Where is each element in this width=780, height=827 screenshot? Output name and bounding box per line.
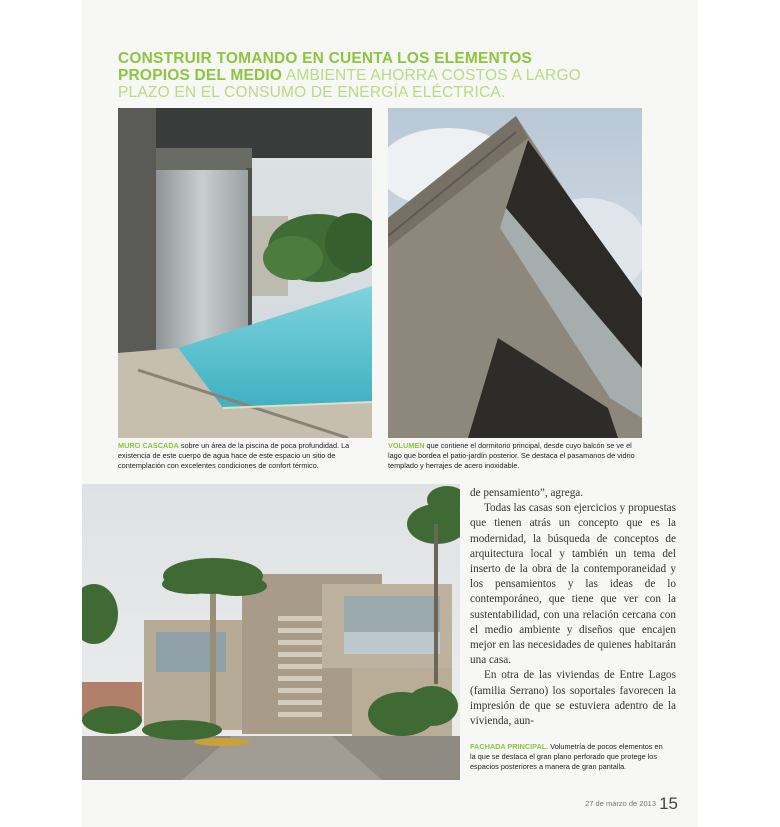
article-paragraph: En otra de las viviendas de Entre Lagos (familia Serrano) los soportales favorecen la impresión de que se estuviera adentro de la vivienda, aun- xyxy=(470,669,676,728)
headline-lead: CONSTRUIR TOMANDO EN CUENTA LOS ELEMENTOS PROPIOS DEL MEDIO xyxy=(118,50,533,84)
pool-caption-text: sobre un área de la piscina de poca profundidad. La existencia de este cuerpo de agua hace de este espacio un sitio de contemplación con excelentes condiciones de confort térmico. xyxy=(118,441,350,470)
volume-caption xyxy=(388,441,642,471)
volume-caption-text: que contiene el dormitorio principal, desde cuyo balcón se ve el lago que bordea el patio-jardín posterior. Se destaca el pasamanos de vidrio templado y herrajes de acero inoxidable. xyxy=(388,441,635,470)
page-number: 15 xyxy=(659,794,678,813)
facade-caption xyxy=(470,742,670,772)
volume-balcony-photo xyxy=(388,108,642,438)
article-paragraph: Todas las casas son ejercicios y propuestas que tienen atrás un concepto que es la modernidad, la búsqueda de conceptos de arquitectura local y también un tema del inserto de la obra de la contemporaneidad y los pensamientos y las ideas de lo contemporáneo, que tiene que ver con la sustentabilidad, con una relación cercana con el medio ambiente y diseños que encajen mejor en las necesidades de quienes habitarán una casa. xyxy=(470,502,676,667)
volume-caption-label: VOLUMEN xyxy=(388,441,425,450)
pool-caption xyxy=(118,441,372,471)
magazine-page xyxy=(82,0,698,827)
article-paragraph: de pensamiento”, agrega. xyxy=(470,487,584,499)
facade-caption-label: FACHADA PRINCIPAL. xyxy=(470,742,549,751)
pool-caption-label: MURO CASCADA xyxy=(118,441,179,450)
article-body xyxy=(470,486,676,729)
headline xyxy=(118,50,598,101)
facade-caption-text: Volumetría de pocos elementos en la que se destaca el gran plano perforado que protege los espacios posteriores a manera de gran pantalla. xyxy=(470,742,663,771)
facade-photo xyxy=(82,484,460,780)
issue-date: 27 de marzo de 2013 xyxy=(585,799,656,808)
pool-waterfall-photo xyxy=(118,108,372,438)
headline-rest: AMBIENTE AHORRA COSTOS A LARGO PLAZO EN EL CONSUMO DE ENERGÍA ELÉCTRICA. xyxy=(118,67,581,101)
